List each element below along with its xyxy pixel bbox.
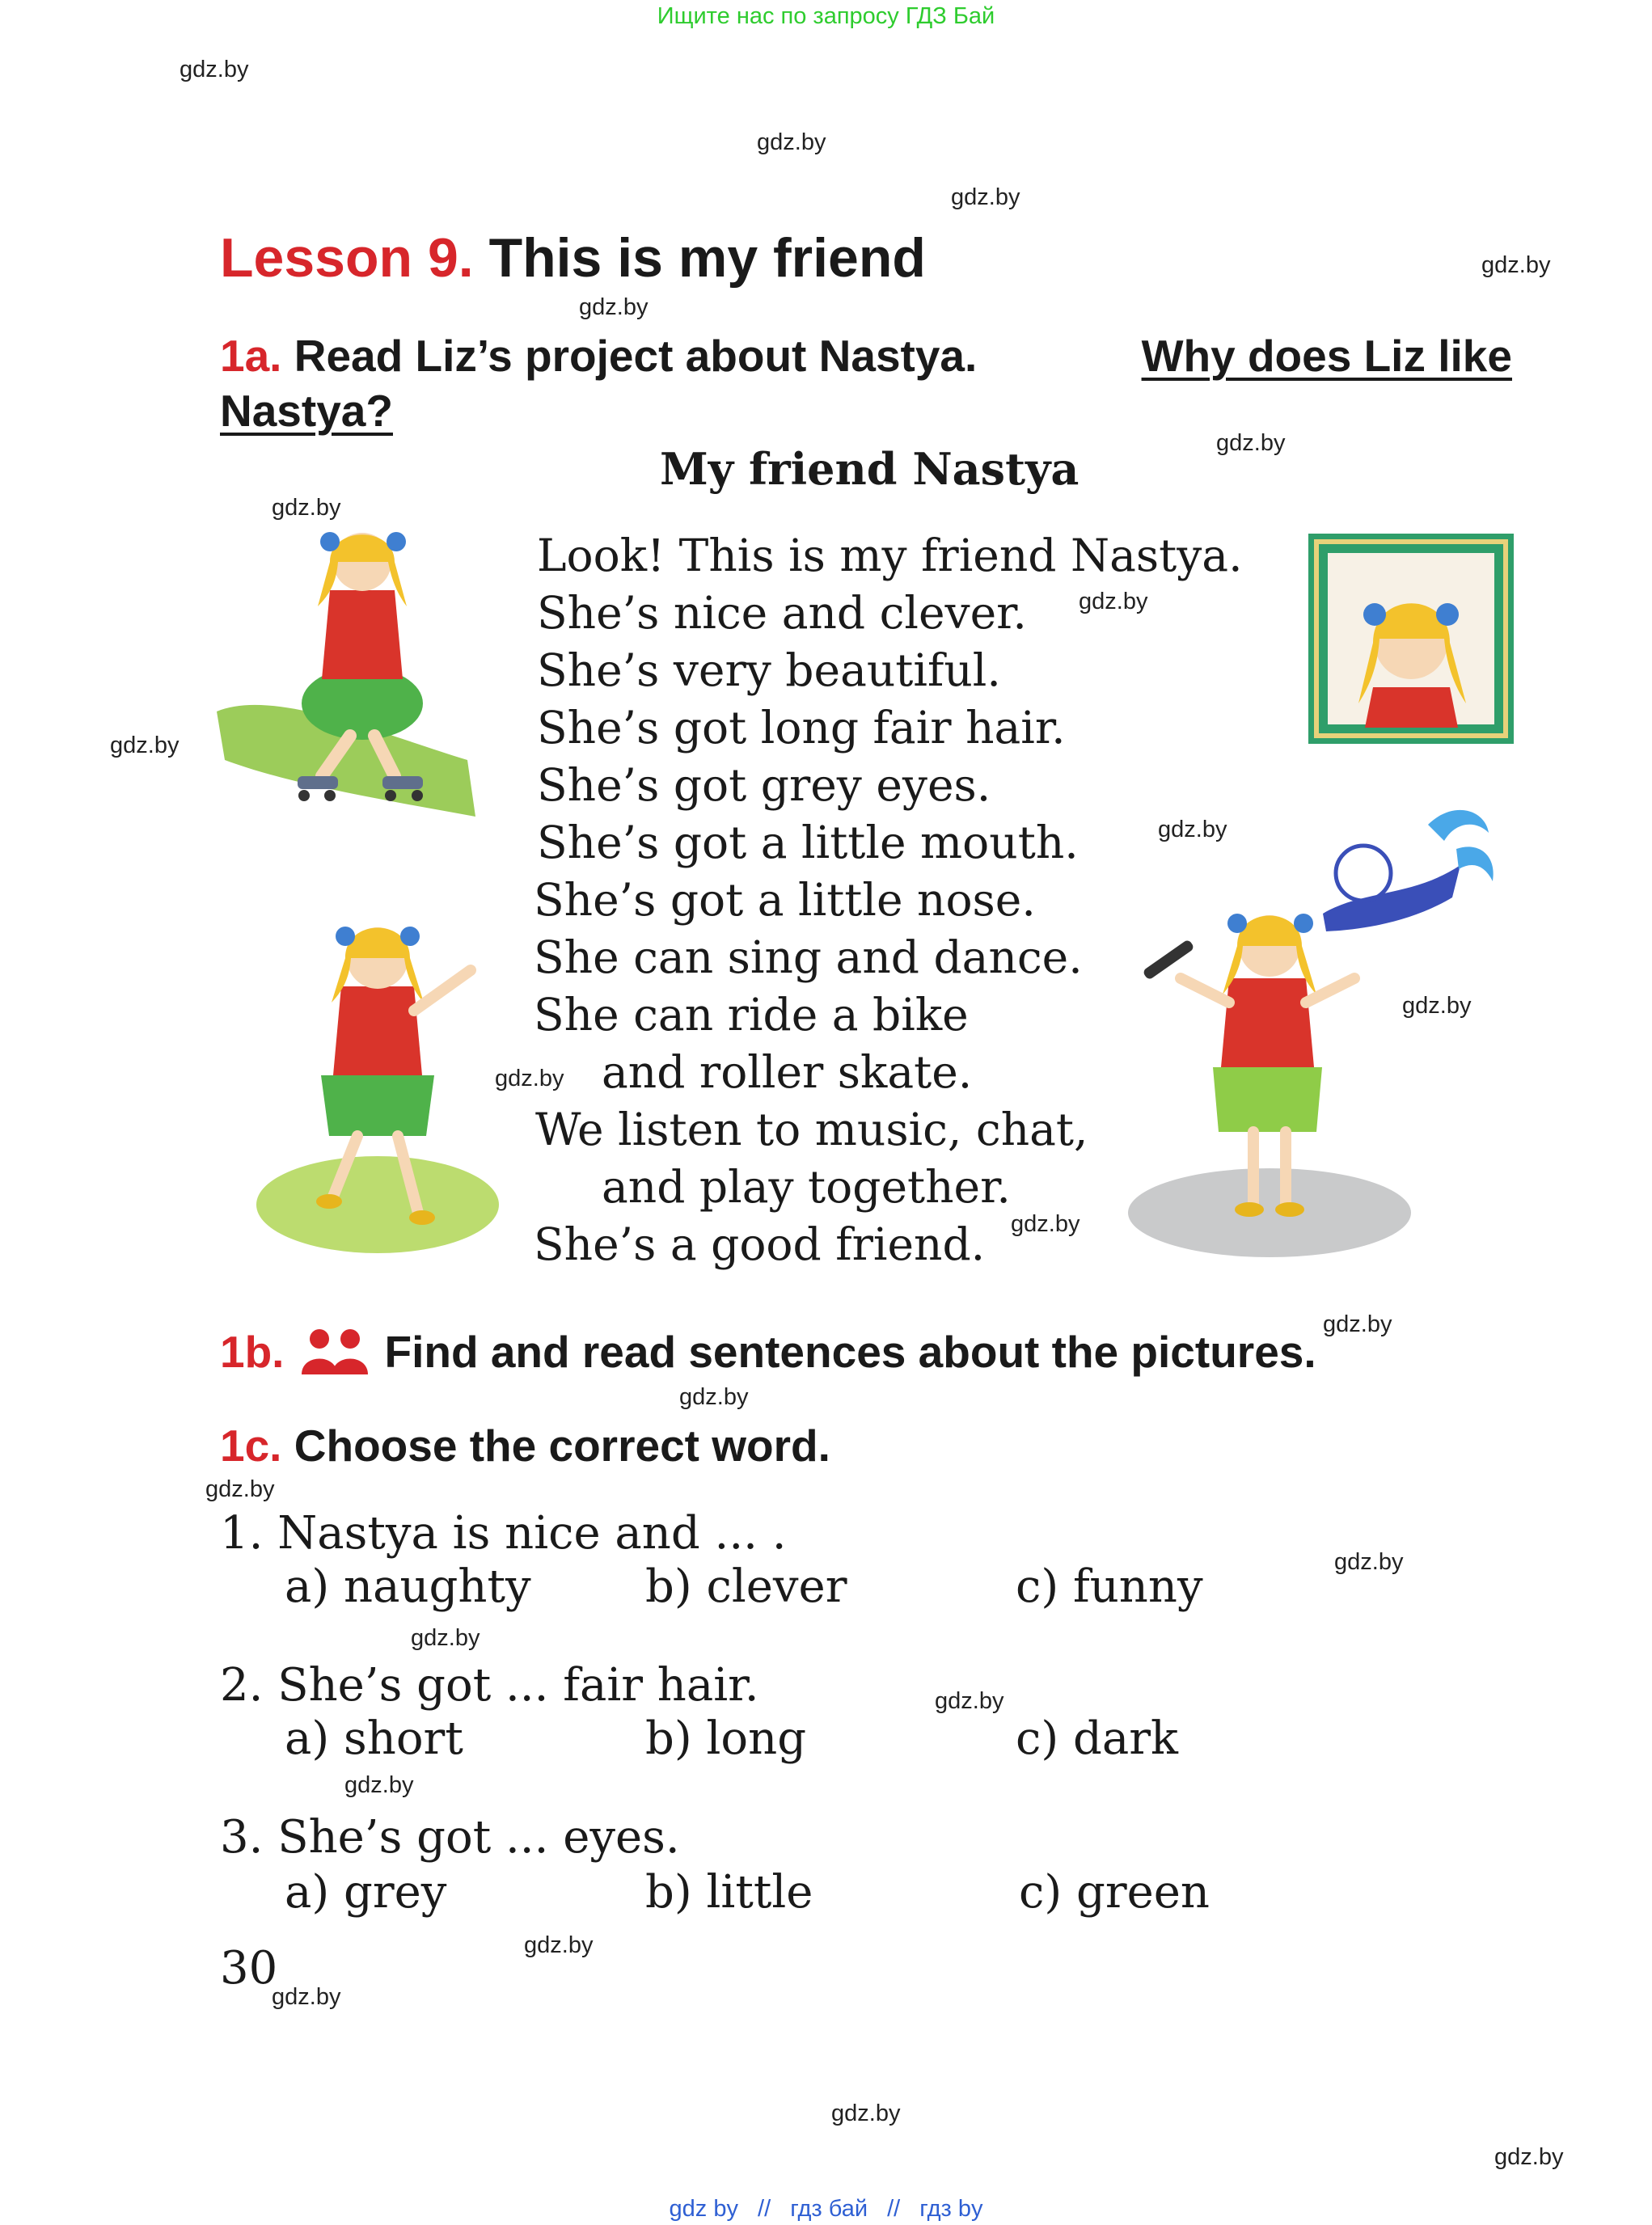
top-notice[interactable]: Ищите нас по запросу ГДЗ Бай (657, 3, 995, 29)
question: 1. Nastya is nice and ... . (220, 1507, 787, 1560)
task-label: 1c. (220, 1421, 282, 1471)
footer-link[interactable]: гдз бай (790, 2196, 868, 2222)
watermark: gdz.by (495, 1066, 564, 1091)
footer-link[interactable]: гдз by (919, 2196, 983, 2222)
watermark: gdz.by (1481, 252, 1551, 278)
watermark: gdz.by (411, 1625, 480, 1651)
watermark: gdz.by (205, 1476, 275, 1502)
page-number: 30 (220, 1942, 278, 1995)
poem-line: and roller skate. (602, 1046, 973, 1098)
task-1b (220, 1326, 1316, 1378)
watermark: gdz.by (757, 129, 826, 155)
question: 3. She’s got ... eyes. (220, 1811, 680, 1864)
answer-option[interactable]: a) grey (285, 1866, 447, 1919)
task-question-continued: Nastya? (220, 386, 393, 436)
poem-line: She’s got a little mouth. (537, 817, 1079, 868)
task-instruction: Choose the correct word. (294, 1421, 830, 1471)
task-instruction: Read Liz’s project about Nastya. (294, 331, 978, 381)
poem-line: She’s got a little nose. (534, 874, 1036, 926)
watermark: gdz.by (1216, 430, 1286, 456)
watermark: gdz.by (1323, 1311, 1392, 1337)
task-question: Why does Liz like (1141, 331, 1512, 381)
framed-portrait-illustration (1308, 534, 1514, 744)
poem-line: She can sing and dance. (534, 931, 1083, 983)
watermark: gdz.by (1158, 817, 1227, 842)
answer-option[interactable]: b) little (645, 1866, 813, 1919)
poem-line: She can ride a bike (534, 989, 969, 1041)
lesson-header (220, 226, 926, 289)
poem-line: Look! This is my friend Nastya. (537, 530, 1243, 581)
footer-links (0, 2196, 1652, 2223)
watermark: gdz.by (831, 2100, 901, 2126)
girl-dancing-illustration (236, 906, 503, 1261)
watermark: gdz.by (1079, 589, 1148, 614)
answer-option[interactable]: a) naughty (285, 1560, 531, 1613)
watermark: gdz.by (180, 57, 249, 82)
watermark: gdz.by (1011, 1211, 1080, 1237)
lesson-title: This is my friend (488, 227, 926, 289)
answer-option[interactable]: a) short (285, 1712, 463, 1765)
watermark: gdz.by (935, 1688, 1004, 1714)
task-1c (220, 1420, 830, 1471)
poem-line: She’s nice and clever. (537, 587, 1027, 639)
task-label: 1b. (220, 1327, 285, 1377)
task-instruction: Find and read sentences about the pictures. (384, 1327, 1316, 1377)
footer-link[interactable]: gdz by (669, 2196, 738, 2222)
watermark: gdz.by (1402, 993, 1472, 1019)
task-label: 1a. (220, 331, 282, 381)
watermark: gdz.by (579, 294, 649, 320)
lesson-number: Lesson 9. (220, 227, 474, 289)
watermark: gdz.by (1334, 1549, 1404, 1575)
watermark: gdz.by (951, 184, 1020, 210)
poem-line: We listen to music, chat, (535, 1104, 1088, 1155)
watermark: gdz.by (272, 1984, 341, 2010)
question: 2. She’s got ... fair hair. (220, 1659, 759, 1712)
poem-line: She’s got long fair hair. (537, 702, 1066, 754)
answer-option[interactable]: c) funny (1016, 1560, 1203, 1613)
footer-separator: // (887, 2196, 901, 2222)
answer-option[interactable]: b) clever (645, 1560, 847, 1613)
poem-title: My friend Nastya (660, 443, 1080, 495)
poem-line: and play together. (602, 1161, 1011, 1213)
watermark: gdz.by (344, 1772, 414, 1798)
answer-option[interactable]: b) long (645, 1712, 807, 1765)
girl-singing-illustration (1124, 889, 1415, 1261)
answer-option[interactable]: c) green (1019, 1866, 1210, 1919)
girl-roller-skating-illustration (209, 517, 484, 825)
watermark: gdz.by (110, 733, 180, 758)
poem-line: She’s a good friend. (534, 1218, 986, 1270)
watermark: gdz.by (272, 495, 341, 521)
poem-line: She’s got grey eyes. (537, 759, 991, 811)
poem-line: She’s very beautiful. (537, 644, 1001, 696)
watermark: gdz.by (679, 1384, 749, 1410)
footer-separator: // (758, 2196, 771, 2222)
watermark: gdz.by (1494, 2144, 1564, 2170)
pair-work-icon (298, 1328, 371, 1376)
task-1a (220, 330, 1512, 382)
watermark: gdz.by (524, 1932, 594, 1958)
answer-option[interactable]: c) dark (1016, 1712, 1178, 1765)
